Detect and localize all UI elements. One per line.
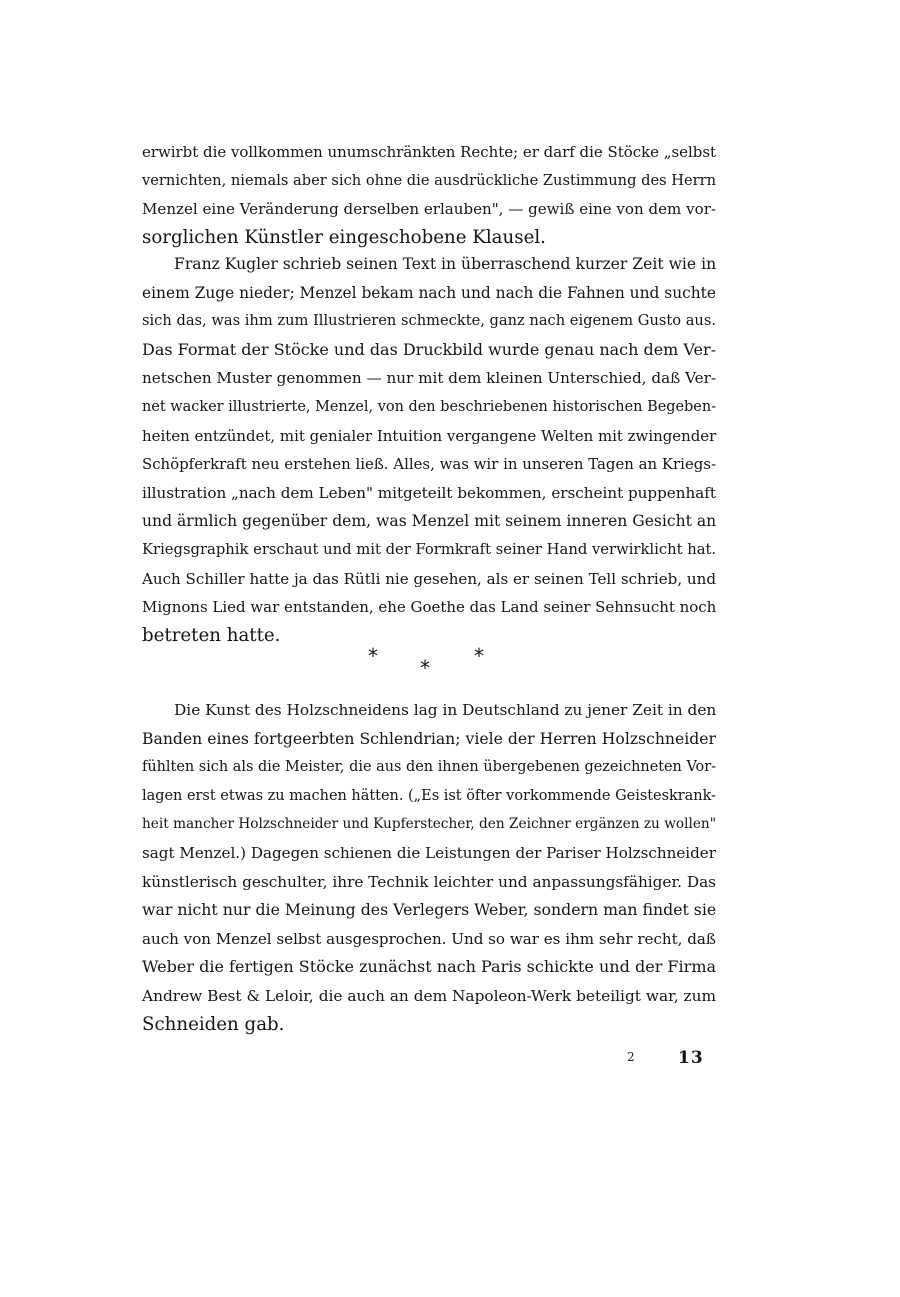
- text-line: sagt Menzel.) Dagegen schienen die Leistungen der Pariser Holzschneider: [142, 843, 716, 862]
- text-line: vernichten, niemals aber sich ohne die ausdrückliche Zustimmung des Herrn: [142, 171, 717, 189]
- text-line: war nicht nur die Meinung des Verlegers Weber, sondern man findet sie: [142, 900, 717, 920]
- text-line: net wacker illustrierte, Menzel, von den beschriebenen historischen Begeben-: [142, 398, 716, 415]
- text-line: sich das, was ihm zum Illustrieren schmeckte, ganz nach eigenem Gusto aus.: [142, 312, 716, 330]
- text-line: Franz Kugler schrieb seinen Text in überraschend kurzer Zeit wie in: [174, 255, 717, 273]
- text-line: erwirbt die vollkommen unumschränkten Rechte; er darf die Stöcke „selbst: [142, 143, 716, 161]
- text-line: heit mancher Holzschneider und Kupferstecher, den Zeichner ergänzen zu wollen": [142, 816, 716, 833]
- text-line: heiten entzündet, mit genialer Intuition vergangene Welten mit zwingender: [142, 426, 717, 445]
- text-line: Schöpferkraft neu erstehen ließ. Alles, was wir in unseren Tagen an Kriegs-: [142, 455, 716, 474]
- text-line: und ärmlich gegenüber dem, was Menzel mit seinem inneren Gesicht an: [142, 512, 717, 531]
- paragraph-3: [142, 696, 716, 1039]
- page-number: 13: [678, 1048, 704, 1068]
- text-line: Das Format der Stöcke und das Druckbild wurde genau nach dem Ver-: [142, 339, 716, 359]
- signature-mark: 2: [627, 1050, 635, 1064]
- text-line: lagen erst etwas zu machen hätten. („Es ist öfter vorkommende Geisteskrank-: [142, 787, 716, 804]
- paragraph-2: [142, 250, 716, 650]
- text-line: betreten hatte.: [142, 624, 281, 646]
- text-line: Schneiden gab.: [142, 1013, 285, 1035]
- text-line: künstlerisch geschulter, ihre Technik leichter und anpassungsfähiger. Das: [142, 872, 716, 891]
- text-line: sorglichen Künstler eingeschobene Klausel.: [142, 226, 546, 248]
- paragraph-1: [142, 138, 716, 252]
- text-line: illustration „nach dem Leben" mitgeteilt bekommen, erscheint puppenhaft: [142, 483, 716, 502]
- text-line: Menzel eine Veränderung derselben erlauben", — gewiß eine von dem vor-: [142, 200, 716, 219]
- text-line: Auch Schiller hatte ja das Rütli nie gesehen, als er seinen Tell schrieb, und: [142, 569, 716, 588]
- text-line: Andrew Best & Leloir, die auch an dem Napoleon-Werk beteiligt war, zum: [142, 986, 716, 1005]
- asterisk-mark: *: [420, 656, 430, 680]
- asterisk-mark: *: [368, 644, 378, 668]
- text-line: Die Kunst des Holzschneidens lag in Deutschland zu jener Zeit in den: [174, 701, 717, 719]
- text-line: netschen Muster genommen — nur mit dem kleinen Unterschied, daß Ver-: [142, 369, 716, 388]
- text-line: Mignons Lied war entstanden, ehe Goethe das Land seiner Sehnsucht noch: [142, 598, 717, 617]
- asterisk-mark: *: [474, 644, 484, 668]
- text-line: Weber die fertigen Stöcke zunächst nach Paris schickte und der Firma: [142, 957, 717, 977]
- text-line: Kriegsgraphik erschaut und mit der Formkraft seiner Hand verwirklicht hat.: [142, 540, 717, 558]
- text-line: einem Zuge nieder; Menzel bekam nach und nach die Fahnen und suchte: [142, 283, 716, 302]
- text-line: auch von Menzel selbst ausgesprochen. Und so war es ihm sehr recht, daß: [142, 929, 716, 948]
- text-line: Banden eines fortgeerbten Schlendrian; viele der Herren Holzschneider: [142, 728, 716, 748]
- text-line: fühlten sich als die Meister, die aus den ihnen übergebenen gezeichneten Vor-: [142, 759, 716, 776]
